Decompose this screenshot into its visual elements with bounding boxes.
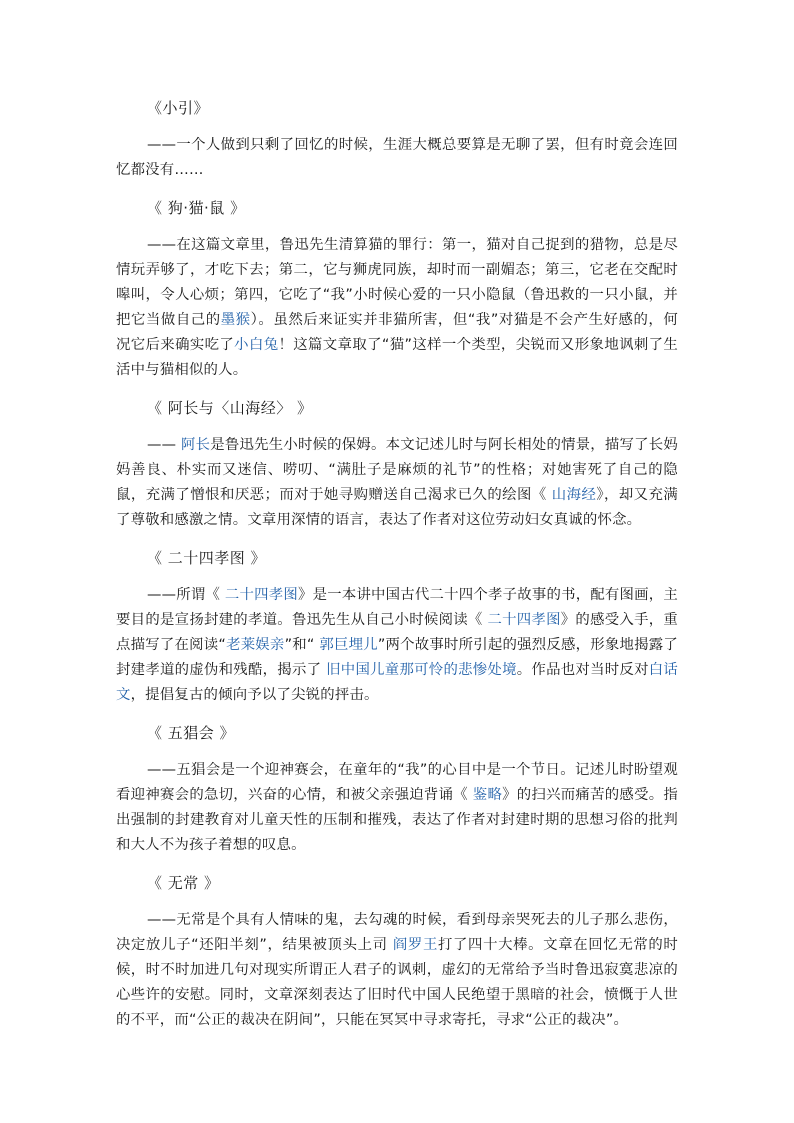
text-run: ——一个人做到只剩了回忆的时候，生涯大概总要算是无聊了罢，但有时竟会连回忆都没有……: [116, 137, 678, 178]
section-body-gou-mao-shu: [116, 233, 678, 383]
keyword-link-mohou[interactable]: 墨猴: [220, 312, 251, 328]
text-run: 》的扫兴而痛苦的感受。指出强制的封建教育对儿童天性的压制和摧残，表达了作者对封建时期的思想习俗的批判和大人不为孩子着想的叹息。: [116, 787, 678, 853]
section-title-wuchang: 《 无常 》: [147, 874, 220, 892]
keyword-link-ershisi-xiaotu[interactable]: 二十四孝图: [224, 587, 298, 603]
text-run: ——: [147, 437, 181, 453]
section-title-achang: 《 阿长与〈山海经〉 》: [147, 399, 313, 417]
text-run: 》是一本讲中国古代二十四个孝子故事的书，配有图画，主要目的是宣扬封建的孝道。鲁迅先生从自己小时候阅读《: [116, 587, 678, 628]
keyword-link-achang[interactable]: 阿长: [180, 437, 211, 453]
text-run: ，提倡复古的倾向予以了尖锐的抨击。: [130, 687, 379, 703]
keyword-link-ershisi-xiaotu-2[interactable]: 二十四孝图: [487, 612, 561, 628]
text-run: ”和“: [284, 637, 320, 653]
section-body-xiaoyin: [116, 133, 678, 183]
text-run: ——五猖会是一个迎神赛会，在童年的“我”的心目中是一个节日。记述儿时盼望观看迎神赛会的急切，兴奋的心情，和被父亲强迫背诵《: [116, 762, 678, 803]
keyword-link-laolai-yuqin[interactable]: 老莱娱亲: [226, 637, 285, 653]
section-title-ershisi-xiaotu: 《 二十四孝图 》: [147, 549, 267, 567]
text-run: ——无常是个具有人情味的鬼，去勾魂的时候，看到母亲哭死去的儿子那么悲伤，决定放儿子“还阳半刻”，结果被顶头上司: [116, 912, 678, 953]
section-body-wuchanghui: [116, 758, 678, 858]
keyword-link-baihuawen[interactable]: 白话文: [116, 662, 678, 703]
text-run: ——在这篇文章里，鲁迅先生清算猫的罪行：第一，猫对自己捉到的猎物，总是尽情玩弄够了，才吃下去；第二，它与狮虎同族，却时而一副媚态；第三，它老在交配时嗥叫，令人心烦；第四，它吃了“我”小时候心爱的一只小隐鼠（鲁迅救的一只小鼠，并把它当做自己的: [116, 237, 678, 328]
text-run: ！这篇文章取了“猫”这样一个类型，尖锐而又形象地讽刺了生活中与猫相似的人。: [116, 337, 678, 378]
text-run: ）。虽然后来证实并非猫所害，但“我”对猫是不会产生好感的，何况它后来确实吃了: [116, 312, 678, 353]
section-title-gou-mao-shu: 《 狗·猫·鼠 》: [147, 199, 246, 217]
keyword-link-jianlue[interactable]: 鉴略: [472, 787, 503, 803]
section-body-achang: [116, 433, 678, 533]
keyword-link-xiaobaitu[interactable]: 小白兔: [234, 337, 279, 353]
text-run: ”两个故事时所引起的强烈反感，形象地揭露了封建孝道的虚伪和残酷，揭示了: [116, 637, 678, 678]
keyword-link-guoju-maier[interactable]: 郭巨埋儿: [319, 637, 378, 653]
section-body-ershisi-xiaotu: [116, 583, 678, 708]
text-run: 》，却又充满了尊敬和感激之情。文章用深情的语言，表达了作者对这位劳动妇女真诚的怀念。: [116, 487, 678, 528]
section-body-wuchang: [116, 908, 678, 1033]
keyword-link-yanluowang[interactable]: 阎罗王: [392, 937, 438, 953]
text-run: 》的感受入手，重点描写了在阅读“: [116, 612, 678, 653]
section-title-xiaoyin: 《小引》: [147, 99, 210, 117]
text-run: 是鲁迅先生小时候的保姆。本文记述儿时与阿长相处的情景，描写了长妈妈善良、朴实而又迷信、唠叨、“满肚子是麻烦的礼节”的性格；对她害死了自己的隐鼠，充满了憎恨和厌恶；而对于她寻购赠送自己渴求已久的绘图《: [116, 437, 678, 503]
text-run: 打了四十大棒。文章在回忆无常的时候，时不时加进几句对现实所谓正人君子的讽刺，虚幻的无常给予当时鲁迅寂寞悲凉的心些许的安慰。同时，文章深刻表达了旧时代中国人民绝望于黑暗的社会，愤慨于人世的不平，而“公正的裁决在阴间”，只能在冥冥中寻求寄托，寻求“公正的裁决”。: [116, 937, 678, 1028]
keyword-link-jiuzhongguo-ertong[interactable]: 旧中国儿童那可怜的悲惨处境: [326, 662, 517, 678]
text-run: ——所谓《: [147, 587, 225, 603]
keyword-link-shanhaijing[interactable]: 山海经: [551, 487, 597, 503]
section-title-wuchanghui: 《 五猖会 》: [147, 724, 236, 742]
text-run: 。作品也对当时反对: [516, 662, 649, 678]
